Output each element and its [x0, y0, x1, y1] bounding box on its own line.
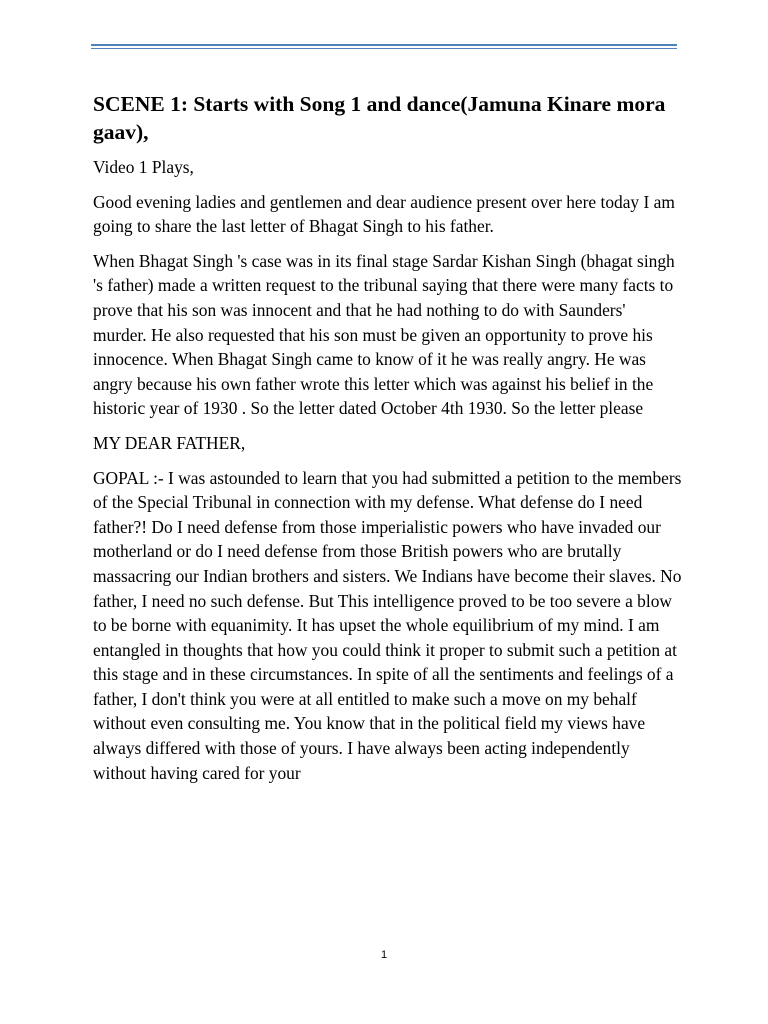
- header-double-rule: [91, 44, 677, 50]
- scene-heading: SCENE 1: Starts with Song 1 and dance(Jamuna Kinare mora gaav),: [93, 92, 666, 144]
- paragraph-video-plays: Video 1 Plays,: [93, 157, 194, 177]
- paragraph-greeting: Good evening ladies and gentlemen and dear audience present over here today I am going to share the last letter of Bhagat Singh to his father.: [93, 191, 675, 237]
- paragraph-background: When Bhagat Singh 's case was in its final stage Sardar Kishan Singh (bhagat singh 's father) made a written request to the tribunal saying that there were many facts to prove that his son was innocent and that he had nothing to do with Saunders' murder. He also requested that his son must be given an opportunity to prove his innocence. When Bhagat Singh came to know of it he was really angry. He was angry because his own father wrote this letter which was against his belief in the historic year of 1930 . So the letter dated October 4th 1930. So the letter please: [93, 250, 675, 419]
- paragraph-salutation: MY DEAR FATHER,: [93, 432, 246, 453]
- header-rule-thin-line: [91, 48, 677, 49]
- header-rule-thick-line: [91, 44, 677, 46]
- page-number: 1: [380, 949, 388, 961]
- document-body: [93, 90, 683, 795]
- paragraph-letter-body: GOPAL :- I was astounded to learn that you had submitted a petition to the members of the Special Tribunal in connection with my defense. What defense do I need father?! Do I need defense from those imperialistic powers who have invaded our motherland or do I need defense from those British powers who are brutally massacring our Indian brothers and sisters. We Indians have become their slaves. No father, I need no such defense. But This intelligence proved to be too severe a blow to be borne with equanimity. It has upset the whole equilibrium of my mind. I am entangled in thoughts that how you could think it proper to submit such a petition at this stage and in these circumstances. In spite of all the sentiments and feelings of a father, I don't think you were at all entitled to make such a move on my behalf without even consulting me. You know that in the political field my views have always differed with those of yours. I have always been acting independently without having cared for your: [93, 467, 682, 783]
